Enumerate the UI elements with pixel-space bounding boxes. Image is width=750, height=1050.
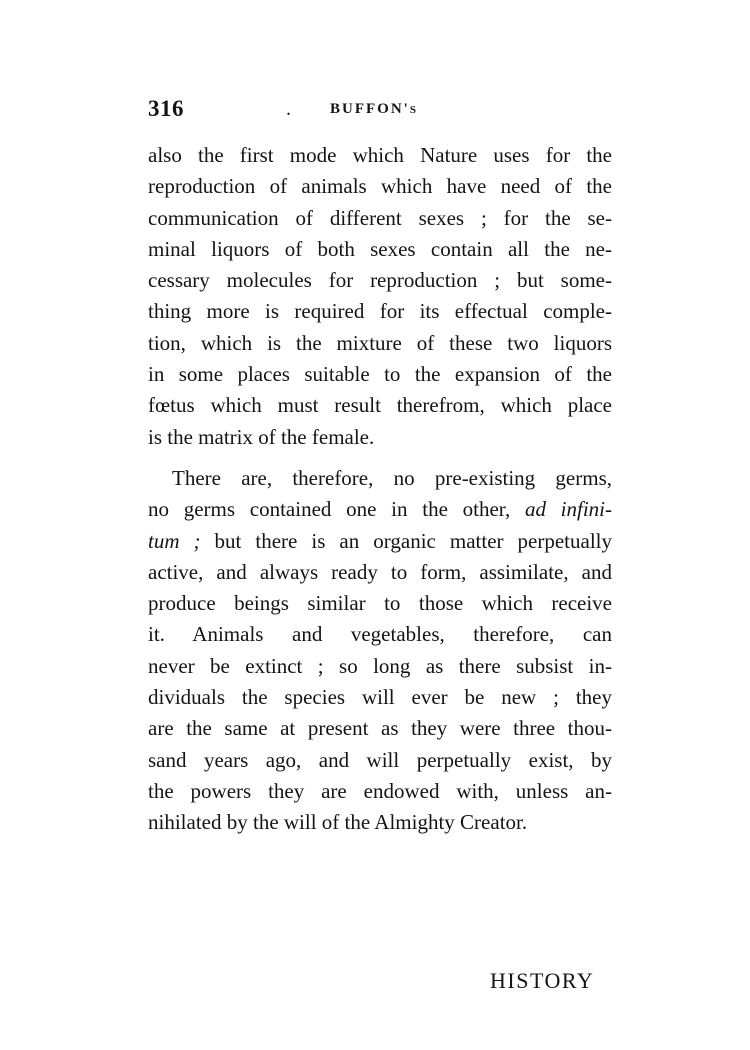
text-line: nihilated by the will of the Almighty Creator.	[148, 810, 528, 835]
text-line: communication of different sexes ; for the se-	[148, 205, 612, 230]
paragraph-gap	[148, 453, 612, 463]
text-line: cessary molecules for reproduction ; but some-	[148, 268, 612, 293]
catchword: HISTORY	[490, 968, 595, 993]
text-line	[148, 526, 612, 557]
italic-latin-phrase: tum ;	[148, 528, 201, 553]
text-line: sand years ago, and will perpetually exist, by	[148, 747, 612, 772]
text-line: it. Animals and vegetables, therefore, can	[148, 622, 612, 647]
text-line: There are, therefore, no pre-existing germs,	[172, 465, 612, 490]
header-dot: .	[286, 98, 291, 120]
paragraph-1	[148, 140, 612, 453]
text-line: in some places suitable to the expansion of the	[148, 362, 612, 387]
text-segment: but there is an organic matter perpetually	[214, 528, 612, 553]
text-line: tion, which is the mixture of these two liquors	[148, 330, 612, 355]
italic-latin-phrase: ad infini-	[524, 497, 612, 522]
text-line: active, and always ready to form, assimilate, and	[148, 559, 612, 584]
text-segment: no germs contained one in the other,	[148, 497, 511, 522]
text-line: fœtus which must result therefrom, which place	[148, 393, 612, 418]
text-line: produce beings similar to those which receive	[148, 591, 612, 616]
text-line: are the same at present as they were three thou-	[148, 716, 612, 741]
running-head	[148, 96, 618, 130]
text-line: thing more is required for its effectual comple-	[148, 299, 612, 324]
text-line: is the matrix of the female.	[148, 424, 375, 449]
text-line: dividuals the species will ever be new ; they	[148, 685, 612, 710]
text-line: never be extinct ; so long as there subsist in-	[148, 653, 612, 678]
page-number: 316	[148, 96, 184, 121]
text-line: the powers they are endowed with, unless an-	[148, 778, 612, 803]
text-line	[148, 494, 612, 525]
text-line: minal liquors of both sexes contain all the ne-	[148, 236, 612, 261]
paragraph-2	[148, 463, 612, 839]
text-line: reproduction of animals which have need of the	[148, 174, 612, 199]
running-title: BUFFON's	[330, 101, 418, 117]
body-text	[148, 140, 612, 839]
text-line: also the first mode which Nature uses for the	[148, 143, 612, 167]
